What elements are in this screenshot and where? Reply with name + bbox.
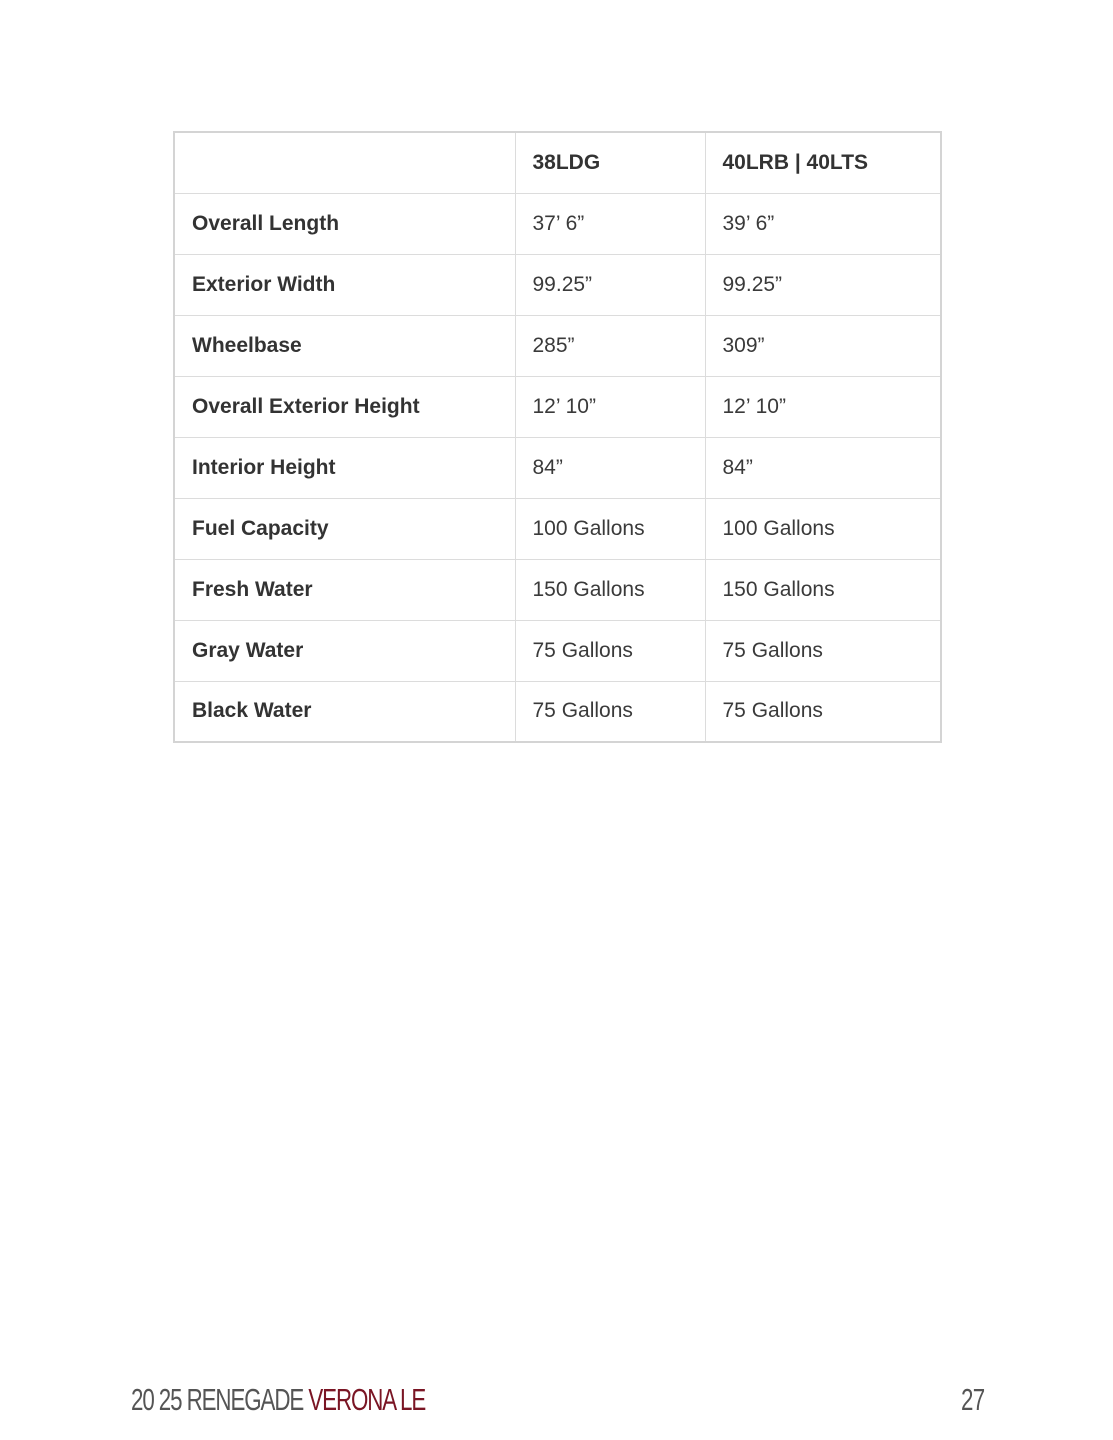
row-value-38ldg: 12’ 10” — [515, 376, 705, 437]
row-label: Fresh Water — [174, 559, 515, 620]
table-row — [174, 193, 941, 254]
row-label: Overall Exterior Height — [174, 376, 515, 437]
row-label: Interior Height — [174, 437, 515, 498]
row-value-38ldg: 75 Gallons — [515, 620, 705, 681]
row-value-40lrb: 99.25” — [705, 254, 941, 315]
table-row — [174, 254, 941, 315]
row-label: Overall Length — [174, 193, 515, 254]
row-label: Exterior Width — [174, 254, 515, 315]
row-label: Gray Water — [174, 620, 515, 681]
row-value-38ldg: 75 Gallons — [515, 681, 705, 742]
row-label: Fuel Capacity — [174, 498, 515, 559]
table-row — [174, 315, 941, 376]
header-empty-cell — [174, 132, 515, 193]
specifications-table — [173, 131, 942, 743]
header-model-40lrb-40lts: 40LRB | 40LTS — [705, 132, 941, 193]
header-model-38ldg: 38LDG — [515, 132, 705, 193]
row-value-40lrb: 75 Gallons — [705, 681, 941, 742]
footer-brand-title — [131, 1382, 425, 1418]
footer-brand-prefix: 20 25 RENEGADE — [131, 1382, 309, 1417]
footer-brand-accent: VERONA LE — [308, 1382, 426, 1417]
row-value-38ldg: 150 Gallons — [515, 559, 705, 620]
row-value-40lrb: 100 Gallons — [705, 498, 941, 559]
row-value-40lrb: 12’ 10” — [705, 376, 941, 437]
row-value-38ldg: 100 Gallons — [515, 498, 705, 559]
row-value-40lrb: 150 Gallons — [705, 559, 941, 620]
table-row — [174, 376, 941, 437]
row-label: Black Water — [174, 681, 515, 742]
table-header-row — [174, 132, 941, 193]
table-row — [174, 620, 941, 681]
row-value-38ldg: 99.25” — [515, 254, 705, 315]
row-value-40lrb: 39’ 6” — [705, 193, 941, 254]
row-value-40lrb: 75 Gallons — [705, 620, 941, 681]
page-number: 27 — [961, 1382, 985, 1417]
row-value-38ldg: 285” — [515, 315, 705, 376]
table-row — [174, 559, 941, 620]
table-row — [174, 437, 941, 498]
row-value-38ldg: 84” — [515, 437, 705, 498]
table-row — [174, 498, 941, 559]
row-value-40lrb: 84” — [705, 437, 941, 498]
row-value-40lrb: 309” — [705, 315, 941, 376]
row-value-38ldg: 37’ 6” — [515, 193, 705, 254]
table-row — [174, 681, 941, 742]
row-label: Wheelbase — [174, 315, 515, 376]
